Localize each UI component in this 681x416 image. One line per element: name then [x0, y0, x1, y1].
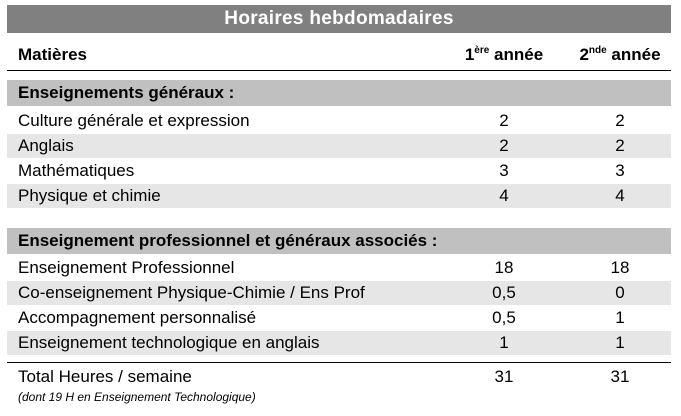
row-year1-value: 4	[499, 186, 509, 205]
row-year2-value: 2	[615, 136, 625, 155]
total-year1-value: 31	[494, 367, 514, 386]
total-year2-value: 31	[610, 367, 630, 386]
header-year2-suffix: année	[606, 45, 661, 64]
row-year2-value: 2	[615, 111, 625, 130]
row-label: Accompagnement personnalisé	[18, 308, 257, 327]
row-label: Enseignement technologique en anglais	[18, 333, 320, 352]
row-year1-value: 0,5	[492, 308, 516, 327]
section-header-professional	[7, 228, 671, 254]
table-row	[7, 256, 671, 280]
row-year2-value: 18	[610, 258, 630, 277]
table-row	[7, 184, 671, 208]
row-year2-value: 1	[615, 308, 625, 327]
table-row	[7, 159, 671, 183]
row-year1-value: 2	[499, 111, 509, 130]
row-label: Co-enseignement Physique-Chimie / Ens Prof	[18, 283, 365, 302]
table-row	[7, 134, 671, 158]
row-year1-value: 1	[499, 333, 509, 352]
header-year1	[439, 45, 569, 65]
table-row	[7, 331, 671, 355]
row-label: Mathématiques	[18, 161, 135, 180]
header-year2-prefix: 2	[579, 45, 589, 64]
header-subject: Matières	[18, 45, 87, 64]
row-year1-value: 0,5	[492, 283, 516, 302]
header-year2-sup: nde	[588, 45, 607, 56]
row-label: Physique et chimie	[18, 186, 161, 205]
row-label: Enseignement Professionnel	[18, 258, 235, 277]
row-year2-value: 0	[615, 283, 625, 302]
section-header-general	[7, 80, 671, 106]
row-year1-value: 3	[499, 161, 509, 180]
row-year1-value: 18	[494, 258, 514, 277]
row-label: Culture générale et expression	[18, 111, 250, 130]
table-row	[7, 281, 671, 305]
table-row	[7, 109, 671, 133]
header-year2	[555, 45, 681, 65]
section-title: Enseignements généraux :	[18, 83, 235, 102]
header-year1-suffix: année	[489, 45, 544, 64]
row-year1-value: 2	[499, 136, 509, 155]
row-label: Anglais	[18, 136, 74, 155]
header-year1-sup: ère	[474, 45, 490, 56]
total-note: (dont 19 H en Enseignement Technologique)	[18, 390, 256, 404]
table-row	[7, 306, 671, 330]
table-header	[7, 40, 671, 71]
row-year2-value: 4	[615, 186, 625, 205]
table-title: Horaires hebdomadaires	[7, 5, 671, 33]
section-title: Enseignement professionnel et généraux associés :	[18, 231, 438, 250]
row-year2-value: 3	[615, 161, 625, 180]
row-year2-value: 1	[615, 333, 625, 352]
total-row	[7, 362, 671, 411]
header-year1-prefix: 1	[464, 45, 475, 64]
total-label: Total Heures / semaine	[18, 367, 192, 386]
